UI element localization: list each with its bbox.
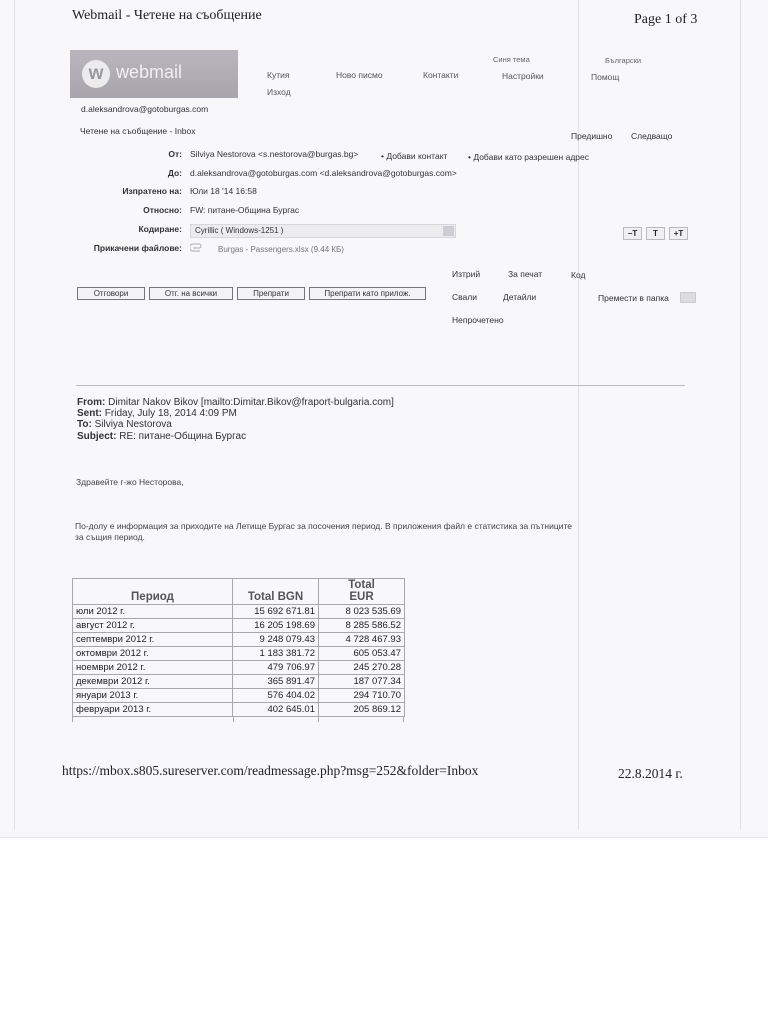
code-link[interactable]: Код bbox=[571, 270, 586, 280]
add-contact-link[interactable]: • Добави контакт bbox=[381, 151, 448, 161]
message-sent-value: Friday, July 18, 2014 4:09 PM bbox=[104, 408, 237, 419]
sent-label: Изпратено на: bbox=[122, 186, 182, 196]
cell-eur: 187 077.34 bbox=[319, 675, 405, 689]
nav-inbox[interactable]: Кутия bbox=[267, 70, 290, 80]
attachments-label: Прикачени файлове: bbox=[93, 243, 182, 253]
cell-eur: 294 710.70 bbox=[319, 689, 405, 703]
print-page-number: Page 1 of 3 bbox=[634, 12, 698, 27]
nav-contacts[interactable]: Контакти bbox=[423, 70, 459, 80]
page-fold-line bbox=[14, 0, 15, 830]
message-from-value: Dimitar Nakov Bikov [mailto:Dimitar.Bikov@fraport-bulgaria.com] bbox=[108, 397, 394, 408]
webmail-logo-icon: w bbox=[82, 60, 110, 88]
attachment-icon bbox=[190, 243, 204, 253]
page-heading: Четене на съобщение - Inbox bbox=[80, 126, 196, 136]
to-label: До: bbox=[167, 168, 182, 178]
message-to-label: To: bbox=[77, 419, 92, 430]
message-greeting: Здравейте г-жо Несторова, bbox=[76, 477, 184, 487]
cell-bgn: 576 404.02 bbox=[233, 689, 319, 703]
cell-period: октомври 2012 г. bbox=[73, 647, 233, 661]
next-message-link[interactable]: Следващо bbox=[631, 131, 673, 141]
chevron-down-icon bbox=[443, 226, 454, 236]
message-to-value: Silviya Nestorova bbox=[94, 419, 172, 430]
cell-period: януари 2013 г. bbox=[73, 689, 233, 703]
print-link[interactable]: За печат bbox=[508, 269, 543, 279]
table-row bbox=[73, 661, 405, 675]
nav-help[interactable]: Помощ bbox=[591, 72, 620, 82]
table-row bbox=[73, 619, 405, 633]
revenue-table bbox=[72, 578, 405, 717]
cell-eur: 8 285 586.52 bbox=[319, 619, 405, 633]
cell-eur: 8 023 535.69 bbox=[319, 605, 405, 619]
add-allowed-address-link[interactable]: • Добави като разрешен адрес bbox=[468, 152, 589, 162]
cell-eur: 4 728 467.93 bbox=[319, 633, 405, 647]
divider bbox=[76, 385, 685, 386]
header-period: Период bbox=[73, 579, 233, 605]
cell-period: февруари 2013 г. bbox=[73, 703, 233, 717]
print-page-url: https://mbox.s805.sureserver.com/readmessage.php?msg=252&folder=Inbox bbox=[62, 763, 479, 778]
table-row bbox=[73, 689, 405, 703]
print-page-date: 22.8.2014 г. bbox=[618, 766, 683, 781]
from-label: От: bbox=[168, 149, 182, 159]
message-subject-value: RE: питане-Община Бургас bbox=[119, 431, 247, 442]
subject-value: FW: питане-Община Бургас bbox=[190, 205, 300, 215]
cell-bgn: 15 692 671.81 bbox=[233, 605, 319, 619]
message-subject-label: Subject: bbox=[77, 431, 117, 442]
font-smaller-button[interactable]: −T bbox=[623, 227, 642, 240]
user-email: d.aleksandrova@gotoburgas.com bbox=[81, 104, 209, 114]
cell-bgn: 365 891.47 bbox=[233, 675, 319, 689]
details-link[interactable]: Детайли bbox=[503, 292, 537, 302]
table-header-row bbox=[73, 579, 405, 605]
table-column-line bbox=[233, 716, 234, 722]
encoding-label: Кодиране: bbox=[138, 224, 182, 234]
cell-period: декември 2012 г. bbox=[73, 675, 233, 689]
font-normal-button[interactable]: T bbox=[646, 227, 665, 240]
font-larger-button[interactable]: +T bbox=[669, 227, 688, 240]
nav-new-message[interactable]: Ново писмо bbox=[336, 70, 383, 80]
table-row bbox=[73, 675, 405, 689]
move-to-folder-label: Премести в папка bbox=[598, 293, 669, 303]
encoding-select-value: Cyrillic ( Windows-1251 ) bbox=[195, 226, 284, 235]
header-total-eur bbox=[319, 579, 405, 605]
to-value: d.aleksandrova@gotoburgas.com <d.aleksandrova@gotoburgas.com> bbox=[190, 168, 457, 178]
cell-period: юли 2012 г. bbox=[73, 605, 233, 619]
cell-period: септември 2012 г. bbox=[73, 633, 233, 647]
webmail-logo-text: webmail bbox=[116, 62, 183, 82]
cell-bgn: 479 706.97 bbox=[233, 661, 319, 675]
print-page-title: Webmail - Четене на съобщение bbox=[72, 8, 262, 23]
cell-eur: 205 869.12 bbox=[319, 703, 405, 717]
page-fold-line bbox=[740, 0, 741, 830]
cell-period: август 2012 г. bbox=[73, 619, 233, 633]
message-paragraph-line1: По-долу е информация за приходите на Летище Бургас за посочения период. В приложения файл е статистика за пътниците bbox=[75, 521, 572, 531]
download-link[interactable]: Свали bbox=[452, 292, 477, 302]
table-row bbox=[73, 605, 405, 619]
sent-value: Юли 18 '14 16:58 bbox=[190, 186, 257, 196]
from-value: Silviya Nestorova <s.nestorova@burgas.bg> bbox=[190, 149, 359, 159]
header-total-bgn: Total BGN bbox=[233, 579, 319, 605]
folder-select[interactable] bbox=[680, 292, 696, 303]
table-row bbox=[73, 633, 405, 647]
table-column-line bbox=[318, 716, 319, 722]
table-row bbox=[73, 647, 405, 661]
subject-label: Относно: bbox=[143, 205, 182, 215]
message-sent-label: Sent: bbox=[77, 408, 102, 419]
message-from-label: From: bbox=[77, 397, 106, 408]
webmail-logo[interactable] bbox=[70, 50, 238, 98]
encoding-select[interactable] bbox=[190, 224, 456, 238]
nav-logout[interactable]: Изход bbox=[267, 87, 291, 97]
message-sent bbox=[77, 408, 237, 419]
reply-all-button[interactable]: Отг. на всички bbox=[149, 287, 233, 300]
delete-link[interactable]: Изтрий bbox=[452, 269, 481, 279]
header-total-eur-line2: EUR bbox=[349, 591, 374, 603]
cell-eur: 605 053.47 bbox=[319, 647, 405, 661]
forward-button[interactable]: Препрати bbox=[237, 287, 305, 300]
message-paragraph-line2: за същия период. bbox=[75, 532, 145, 542]
mark-unread-link[interactable]: Непрочетено bbox=[452, 315, 504, 325]
forward-as-attachment-button[interactable]: Препрати като прилож. bbox=[309, 287, 426, 300]
table-row bbox=[73, 703, 405, 717]
cell-period: ноември 2012 г. bbox=[73, 661, 233, 675]
cell-bgn: 16 205 198.69 bbox=[233, 619, 319, 633]
page-fold-line bbox=[578, 0, 579, 830]
cell-bgn: 1 183 381.72 bbox=[233, 647, 319, 661]
attachment-link[interactable]: Burgas - Passengers.xlsx (9.44 КБ) bbox=[218, 245, 344, 254]
cell-eur: 245 270.28 bbox=[319, 661, 405, 675]
message-subject bbox=[77, 431, 246, 442]
reply-button[interactable]: Отговори bbox=[77, 287, 145, 300]
nav-settings[interactable]: Настройки bbox=[502, 71, 544, 81]
message-to bbox=[77, 419, 172, 430]
language-link[interactable]: Български bbox=[605, 56, 642, 65]
cell-bgn: 402 645.01 bbox=[233, 703, 319, 717]
header-total-eur-line1: Total bbox=[348, 579, 375, 591]
message-from bbox=[77, 397, 394, 408]
theme-link[interactable]: Синя тема bbox=[493, 55, 530, 64]
table-bottom-gap bbox=[72, 716, 404, 722]
prev-message-link[interactable]: Предишно bbox=[571, 131, 613, 141]
cell-bgn: 9 248 079.43 bbox=[233, 633, 319, 647]
